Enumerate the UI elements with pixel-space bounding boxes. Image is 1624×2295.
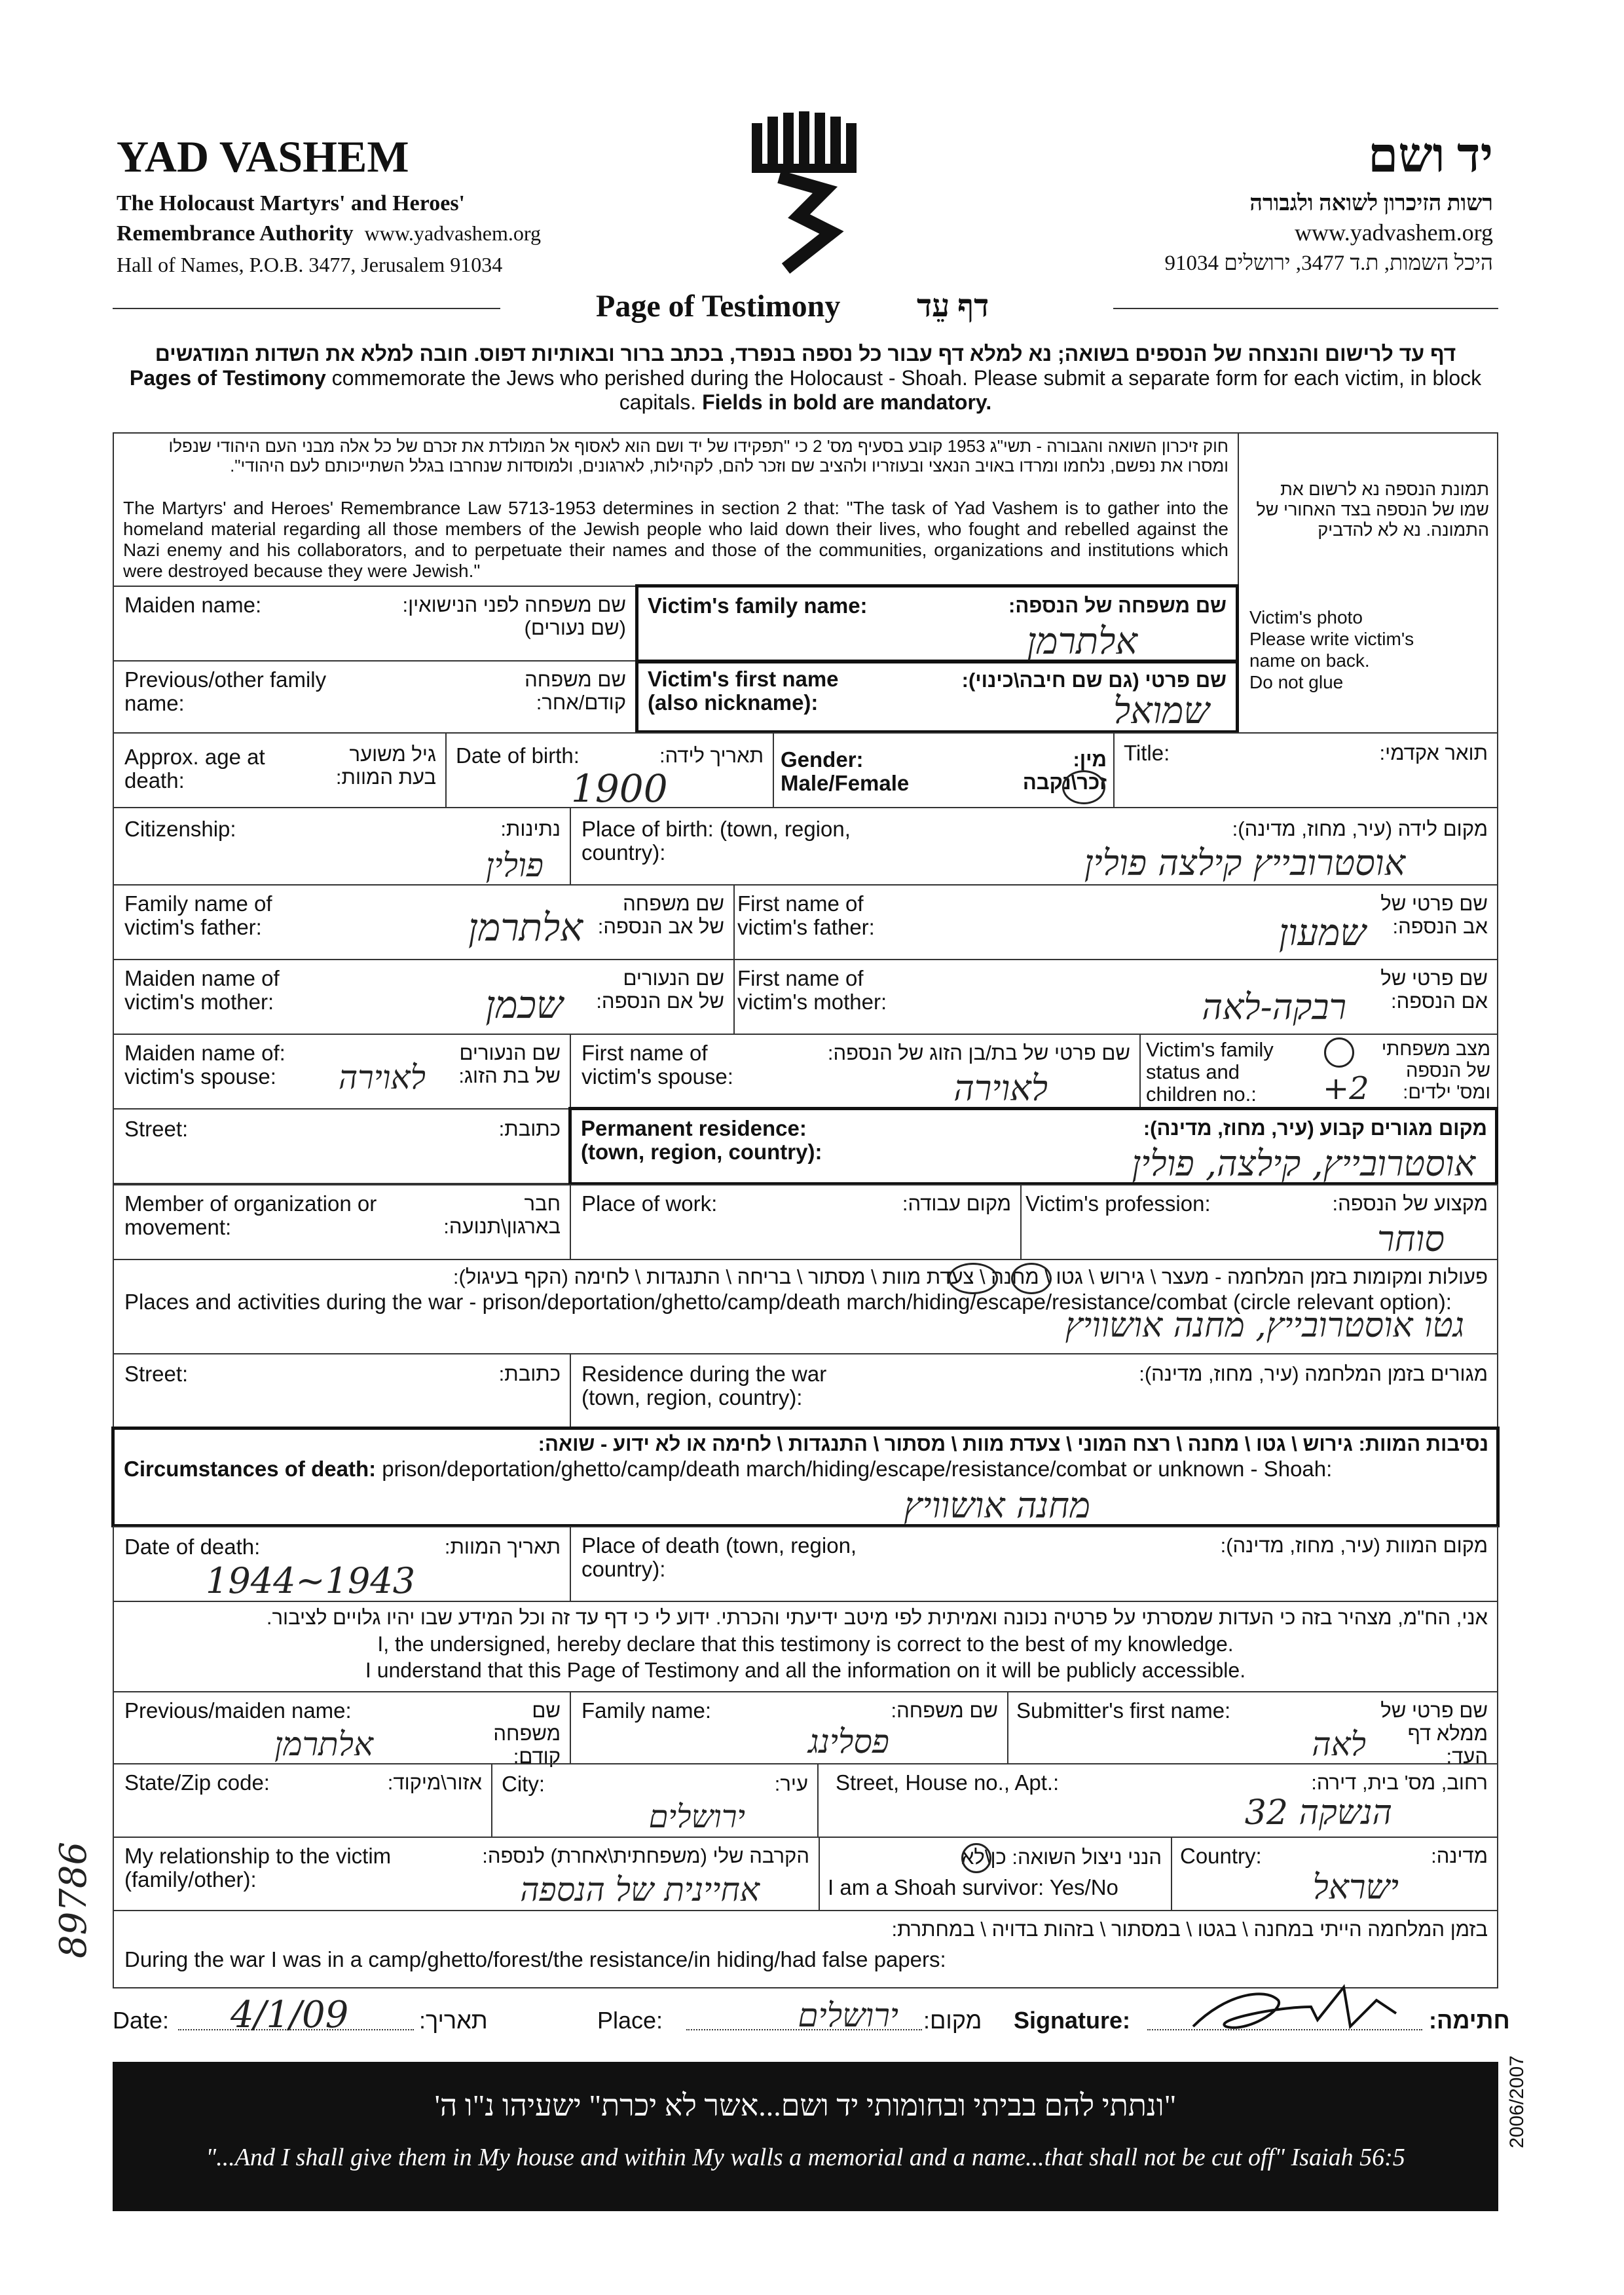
submitter-country-value: ישראל xyxy=(1312,1868,1399,1907)
gender-field[interactable]: Gender: Male/Female מין: זכר\נקבה xyxy=(773,732,1115,808)
citizenship-field[interactable]: Citizenship: נתינות: פולין xyxy=(113,807,571,886)
website-he: www.yadvashem.org xyxy=(1295,219,1493,246)
maiden-name-field[interactable]: Maiden name: שם משפחה לפני הנישואין: (שם נעורים) xyxy=(113,586,637,662)
war-places-field[interactable]: פעולות ומקומות בזמן המלחמה - מעצר \ גירוש \ גטו \ מחנה \ צעדת מוות \ מסתור \ בריחה \ התנגדות \ לחימה (הקף בעיגול): Places and activities during the war - prison/deportation/ghetto/camp/death march/hiding/escape/resistance/combat (circle relevant option): גטו אוסטרובייץ, מחנה אושוויץ xyxy=(113,1259,1498,1354)
father-family-field[interactable]: Family name of victim's father: שם משפחה של אב הנספה: אלתרמן xyxy=(113,884,735,960)
submitter-street-field[interactable]: Street, House no., Apt.: רחוב, מס' בית, דירה: הנשקה 32 xyxy=(817,1763,1498,1838)
dob-value: 1900 xyxy=(571,766,668,811)
birthplace-value: אוסטרובייץ קילצה פולין xyxy=(1084,842,1405,884)
dod-value: 1944~1943 xyxy=(206,1560,416,1601)
relationship-value: אחיינית של הנספה xyxy=(520,1871,760,1909)
law-section xyxy=(113,432,1239,587)
age-field[interactable]: Approx. age at death: גיל משוער בעת המוות: xyxy=(113,732,447,808)
war-residence-field[interactable]: Residence during the war (town, region, country): מגורים בזמן המלחמה (עיר, מחוז, מדינה): xyxy=(570,1353,1498,1429)
form-number: 2006/2007 xyxy=(1506,2055,1528,2148)
mother-maiden-value: שכמן xyxy=(485,982,563,1027)
father-family-value: אלתרמן xyxy=(468,905,583,950)
quote-en: "...And I shall give them in My house and within My walls a memorial and a name...that shall not be cut off" Isaiah 56:5 xyxy=(206,2144,1405,2171)
submitter-family-name-field[interactable]: Family name: שם משפחה: פסלינג xyxy=(570,1691,1008,1764)
submitter-prev-name-value: אלתרמן xyxy=(274,1725,373,1763)
mother-first-value: רבקה-לאה xyxy=(1202,986,1346,1028)
first-name-value: שמואל xyxy=(1113,690,1209,732)
place-value: ירושלים xyxy=(798,1996,898,2034)
profession-value: סוחר xyxy=(1376,1218,1445,1259)
submitter-city-field[interactable]: City: עיר: ירושלים xyxy=(491,1763,819,1838)
organization-field[interactable]: Member of organization or movement: חבר בארגון\תנועה: xyxy=(113,1184,571,1260)
spouse-maiden-value: לאוירה xyxy=(338,1058,426,1096)
submitter-country-field[interactable]: Country: מדינה: ישראל xyxy=(1171,1837,1498,1911)
survivor-no-circle xyxy=(961,1843,991,1873)
submitter-war-field[interactable]: בזמן המלחמה הייתי במחנה \ בגטו \ במסתור \ בזהות בדויה \ במחתרת: During the war I was in a camp/ghetto/forest/the resistance/in hiding/had false papers: xyxy=(113,1910,1498,1988)
spouse-first-field[interactable]: First name of victim's spouse: שם פרטי של בת/בן הזוג של הנספה: לאוירה xyxy=(570,1034,1141,1110)
declaration: אני, הח"מ, מצהיר בזה כי העדות שמסרתי על פרטיה נכונה ואמיתית לפי מיטב ידיעתי והכרתי. ידוע לי כי דף עד זה וכל המידע שבו יהיו גלויים לציבור. I, the undersigned, hereby declare that this testimony is correct to the best of my knowledge. I understand that this Page of Testimony and all the information on it will be publicly accessible. xyxy=(113,1601,1498,1692)
street-field[interactable]: Street: כתובת: xyxy=(113,1108,571,1184)
signature-mark xyxy=(1187,1981,1422,2040)
org-address-he: היכל השמות, ת.ד 3477, ירושלים 91034 xyxy=(1164,252,1493,275)
org-sub-he: רשות הזיכרון לשואה ולגבורה xyxy=(1249,191,1493,215)
residence-field[interactable]: Permanent residence: (town, region, country): מקום מגורים קבוע (עיר, מחוז, מדינה): אוסטרובייץ, קילצה, פולין xyxy=(568,1107,1498,1185)
intro-text: דף עד לרישום והנצחה של הנספים בשואה; נא למלא דף עבור כל נספה בנפרד, בכתב ברור ובאותיות דפוס. חובה למלא את השדות המודגשים Pages of Testimony commemorate the Jews who perished during the Holocaust - Shoah. Please submit a separate form for each victim, in block capitals. Fields in bold are mandatory. xyxy=(129,342,1482,414)
org-name-en: YAD VASHEM xyxy=(117,132,409,181)
residence-value: אוסטרובייץ, קילצה, פולין xyxy=(1132,1143,1475,1184)
spouse-maiden-field[interactable]: Maiden name of: victim's spouse: שם הנעורים של בת הזוג: לאוירה xyxy=(113,1034,571,1110)
ghetto-circle xyxy=(1011,1263,1052,1294)
father-first-field[interactable]: First name of victim's father: שם פרטי של אב הנספה: שמעון xyxy=(733,884,1498,960)
profession-field[interactable]: Victim's profession: מקצוע של הנספה: סוחר xyxy=(1020,1184,1498,1260)
org-name-he: יד ושם xyxy=(1368,129,1493,183)
circumstances-value: מחנה אושוויץ xyxy=(904,1485,1090,1526)
org-sub-en-1: The Holocaust Martyrs' and Heroes' xyxy=(117,191,465,215)
first-name-field[interactable]: Victim's first name (also nickname): שם פרטי (גם שם חיבה\כינוי): שמואל xyxy=(635,660,1239,734)
birthplace-field[interactable]: Place of birth: (town, region, country): מקום לידה (עיר, מחוז, מדינה): אוסטרובייץ קילצה פולין xyxy=(570,807,1498,886)
citizenship-value: פולין xyxy=(485,846,544,884)
family-status-field[interactable]: Victim's family status and children no.: מצב משפחתי של הנספה ומס' ילדים: +2 xyxy=(1139,1034,1498,1110)
signature-row: Date: 4/1/09 תאריך: Place: ירושלים מקום: Signature: חתימה: xyxy=(113,1998,1498,2043)
title-field[interactable]: Title: תואר אקדמי: xyxy=(1113,732,1498,808)
page-title-he: דף עֵד xyxy=(917,289,989,324)
submitter-zip-field[interactable]: State/Zip code: אזור\מיקוד: xyxy=(113,1763,492,1838)
margin-number: 89786 xyxy=(52,1841,95,1958)
law-text-he: חוק זיכרון השואה והגבורה - תשי"ג 1953 קובע בסעיף מס' 2 כי "תפקידו של יד ושם הוא לאסוף אל המולדת את זכרם של כל אלה מבני העם היהודי שנפלו ומסרו את נפשם, נלחמו ומרדו באויב הנאצי ובעוזריו ולהציב שם וזכר להם, לקהילות, לארגונים, ולמוסדות שנחרבו בגלל השתייכותם לעם היהודי". xyxy=(168,436,1228,476)
org-sub-en-2: Remembrance Authority www.yadvashem.org xyxy=(117,221,541,246)
website-en: www.yadvashem.org xyxy=(364,221,541,245)
married-circle xyxy=(1324,1037,1354,1068)
gender-male-circle xyxy=(1062,770,1105,804)
submitter-city-value: ירושלים xyxy=(648,1799,745,1835)
submitter-first-name-value: לאה xyxy=(1312,1725,1366,1763)
work-field[interactable]: Place of work: מקום עבודה: xyxy=(570,1184,1022,1260)
family-name-value: אלתרמן xyxy=(1027,620,1137,663)
quote-he: "ונתתי להם בביתי ובחומותי יד ושם...אשר לא יכרת" ישעיהו נ"ו ה' xyxy=(434,2089,1177,2122)
family-name-field[interactable]: Victim's family name: שם משפחה של הנספה: אלתרמן xyxy=(635,584,1239,663)
camp-circle xyxy=(948,1263,998,1294)
submitter-family-name-value: פסלינג xyxy=(808,1723,889,1761)
survivor-field[interactable]: הנני ניצול השואה: כן\לא I am a Shoah survivor: Yes/No xyxy=(819,1837,1172,1911)
war-places-value: גטו אוסטרובייץ, מחנה אושוויץ xyxy=(1065,1306,1464,1345)
dod-field[interactable]: Date of death: תאריך המוות: 1944~1943 xyxy=(113,1526,571,1602)
yad-vashem-logo xyxy=(740,111,864,275)
org-address-en: Hall of Names, P.O.B. 3477, Jerusalem 91034 xyxy=(117,253,503,276)
submitter-prev-name-field[interactable]: Previous/maiden name: שם משפחה קודם: אלתרמן xyxy=(113,1691,571,1764)
mother-maiden-field[interactable]: Maiden name of victim's mother: שם הנעורים של אם הנספה: שכמן xyxy=(113,959,735,1035)
father-first-value: שמעון xyxy=(1278,912,1366,954)
photo-box[interactable]: תמונת הנספה נא לרשום את שמו של הנספה בצד האחורי של התמונה. נא לא להדביק Victim's photo Please write victim's name on back. Do not glue xyxy=(1238,432,1498,734)
family-status-value: +2 xyxy=(1323,1070,1369,1107)
page-title-en: Page of Testimony xyxy=(596,289,841,324)
previous-name-field[interactable]: Previous/other family name: שם משפחה קודם/אחר: xyxy=(113,660,637,734)
circumstances-field[interactable]: נסיבות המוות: גירוש \ גטו \ מחנה \ רצח המוני \ צעדת מוות \ מסתור \ התנגדות \ לחימה או לא ידוע - שואה: Circumstances of death: prison/deportation/ghetto/camp/death march/hiding/escape/resistance/combat or unknown - Shoah: מחנה אושוויץ xyxy=(111,1427,1500,1527)
war-street-field[interactable]: Street: כתובת: xyxy=(113,1353,571,1429)
mother-first-field[interactable]: First name of victim's mother: שם פרטי של אם הנספה: רבקה-לאה xyxy=(733,959,1498,1035)
place-of-death-field[interactable]: Place of death (town, region, country): מקום המוות (עיר, מחוז, מדינה): xyxy=(570,1526,1498,1602)
dob-field[interactable]: Date of birth: תאריך לידה: 1900 xyxy=(445,732,774,808)
relationship-field[interactable]: My relationship to the victim (family/other): הקרבה שלי (משפחתית\אחרת) לנספה: אחיינית של הנספה xyxy=(113,1837,820,1911)
quote-banner xyxy=(113,2062,1498,2211)
spouse-first-value: לאוירה xyxy=(953,1068,1048,1109)
date-value: 4/1/09 xyxy=(231,1994,349,2036)
law-text-en: The Martyrs' and Heroes' Remembrance Law 5713-1953 determines in section 2 that: "The task of Yad Vashem is to gather into the homeland material regarding all those members of the Jewish people who laid down their lives, who fought and rebelled against the Nazi enemy and his collaborators, and to perpetuate their names and those of the communities, organizations and institutions which were destroyed because they were Jewish." xyxy=(123,498,1228,581)
submitter-street-value: הנשקה 32 xyxy=(1244,1793,1392,1833)
submitter-first-name-field[interactable]: Submitter's first name: שם פרטי של ממלא דף העד: לאה xyxy=(1007,1691,1498,1764)
